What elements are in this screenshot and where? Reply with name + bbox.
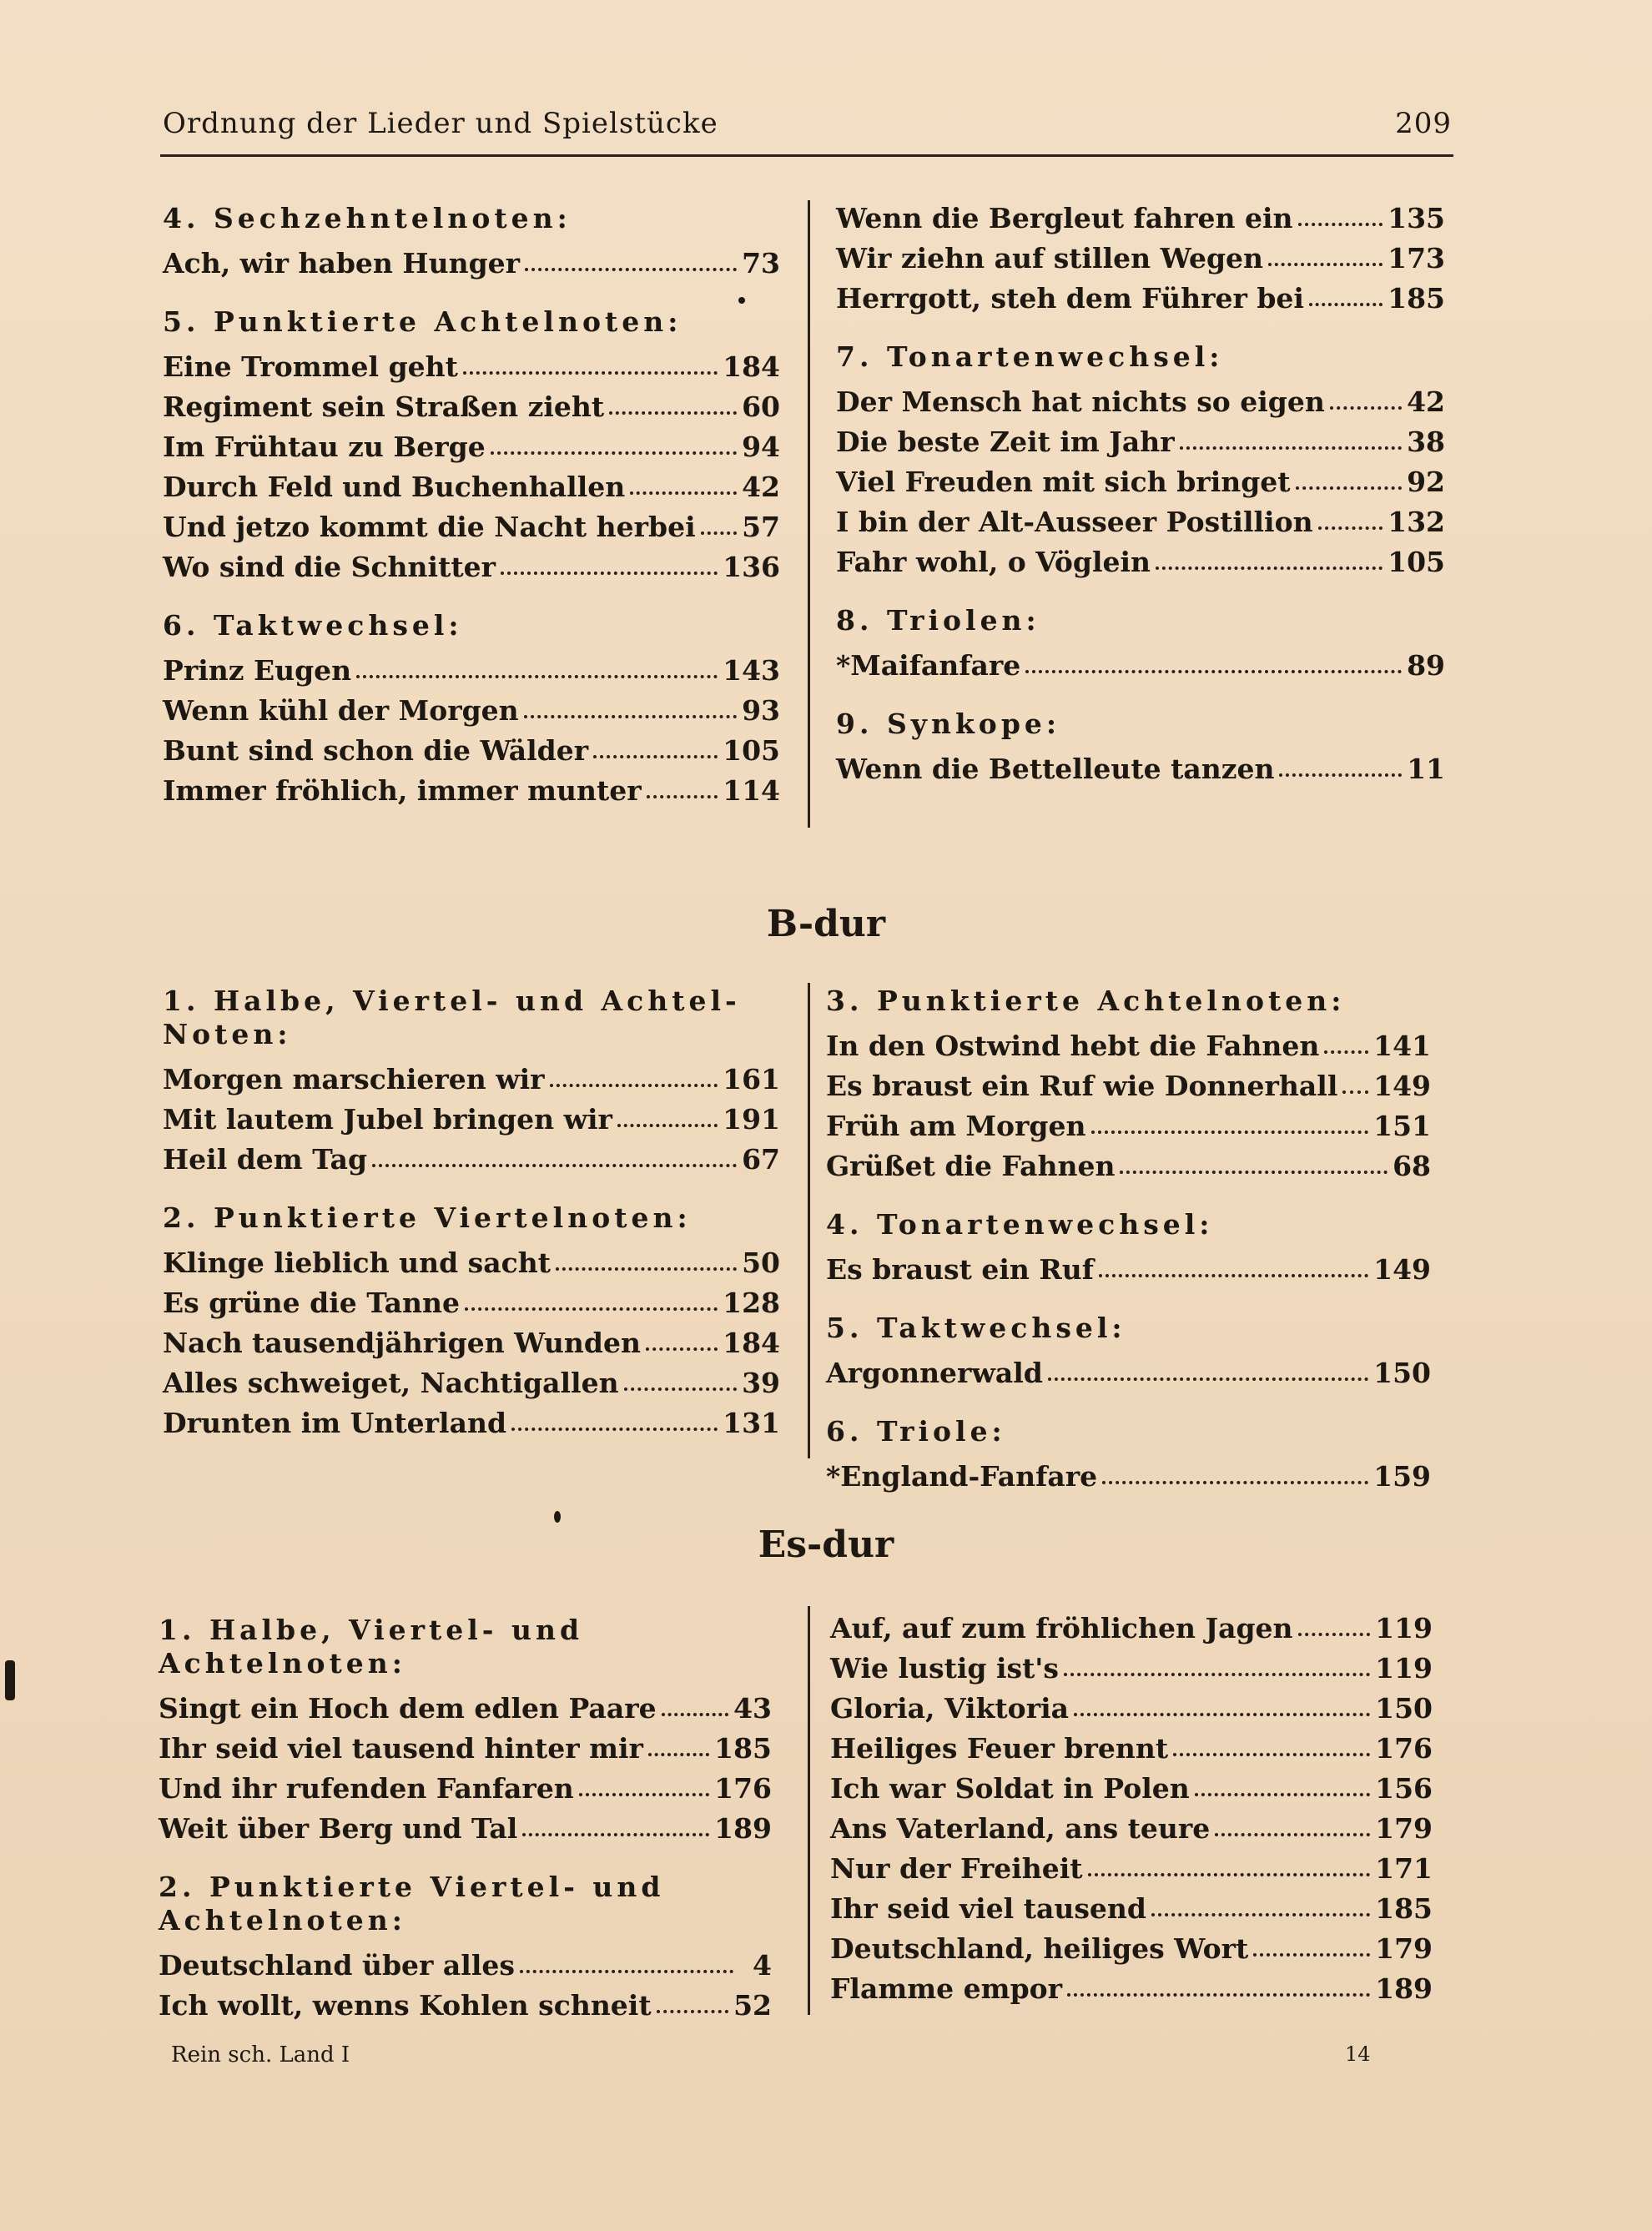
song-title: Nach tausendjährigen Wunden	[163, 1327, 641, 1359]
index-entry	[830, 1649, 1433, 1689]
index-entry	[836, 749, 1445, 789]
index-entry	[163, 1283, 780, 1323]
page-number: 209	[1395, 107, 1452, 140]
page-ref: 156	[1375, 1772, 1433, 1805]
index-group	[163, 609, 780, 811]
page-ref: 185	[1375, 1892, 1433, 1925]
page-ref: 67	[742, 1143, 780, 1176]
index-entry	[163, 244, 780, 284]
page-ref: 43	[733, 1692, 772, 1725]
index-group	[836, 340, 1445, 582]
index-group	[159, 1614, 772, 1849]
index-entry	[163, 1100, 780, 1140]
song-title: Ach, wir haben Hunger	[163, 247, 521, 280]
dot-leader	[1151, 1913, 1370, 1916]
index-entry	[163, 507, 780, 547]
dot-leader	[1298, 223, 1383, 226]
index-group	[826, 1312, 1431, 1393]
index-group	[163, 985, 780, 1180]
dot-leader	[1253, 1953, 1370, 1957]
running-header	[163, 107, 1452, 140]
index-group	[159, 1871, 772, 2026]
page-ref: 191	[723, 1103, 780, 1136]
song-title: Alles schweiget, Nachtigallen	[163, 1367, 619, 1399]
dot-leader	[372, 1164, 737, 1167]
page-ref: 38	[1407, 426, 1445, 458]
song-title: Eine Trommel geht	[163, 350, 458, 383]
song-title: Und ihr rufenden Fanfaren	[159, 1772, 574, 1805]
index-entry	[159, 1809, 772, 1849]
song-title: Im Frühtau zu Berge	[163, 431, 486, 463]
page-ref: 128	[723, 1287, 780, 1319]
song-title: Ich war Soldat in Polen	[830, 1772, 1190, 1805]
group-heading: 4. Tonartenwechsel:	[826, 1208, 1214, 1241]
dot-leader	[1324, 1050, 1368, 1054]
dot-leader	[522, 1833, 709, 1836]
group-heading: 3. Punktierte Achtelnoten:	[826, 985, 1346, 1017]
song-title: Ans Vaterland, ans teure	[830, 1812, 1211, 1845]
index-group	[826, 1415, 1431, 1497]
dot-leader	[662, 1713, 728, 1716]
index-entry	[830, 1889, 1433, 1929]
dot-leader	[1180, 446, 1402, 450]
song-title: Grüßet die Fahnen	[826, 1150, 1116, 1182]
dot-leader	[1102, 1481, 1368, 1484]
index-entry	[826, 1026, 1431, 1066]
index-entry	[836, 382, 1445, 422]
section-1-right-column	[836, 199, 1445, 811]
page-ref: 150	[1375, 1692, 1433, 1725]
index-group	[836, 708, 1445, 789]
dot-leader	[624, 1387, 738, 1391]
page-ref: 149	[1373, 1070, 1431, 1102]
page-ref: 173	[1388, 242, 1445, 274]
dot-leader	[1318, 526, 1383, 530]
group-heading: 6. Triole:	[826, 1415, 1006, 1448]
ink-speck	[554, 1511, 561, 1523]
song-title: Heil dem Tag	[163, 1143, 368, 1176]
song-title: Mit lautem Jubel bringen wir	[163, 1103, 612, 1136]
dot-leader	[491, 451, 737, 455]
index-entry	[830, 1729, 1433, 1769]
dot-leader	[701, 531, 737, 535]
index-entry	[826, 1066, 1431, 1106]
song-title: Drunten im Unterland	[163, 1407, 507, 1439]
dot-leader	[1088, 1873, 1371, 1876]
song-title: Es grüne die Tanne	[163, 1287, 461, 1319]
index-group	[163, 305, 780, 587]
page-ref: 184	[723, 1327, 780, 1359]
column-rule	[808, 200, 810, 828]
section-title-b-dur: B-dur	[766, 903, 886, 945]
song-title: Fahr wohl, o Vöglein	[836, 546, 1151, 578]
index-entry	[830, 1929, 1433, 1969]
b-dur-right-column	[826, 985, 1431, 1518]
index-entry	[163, 651, 780, 691]
dot-leader	[609, 411, 737, 415]
index-entry	[826, 1250, 1431, 1290]
dot-leader	[1156, 567, 1383, 570]
dot-leader	[617, 1124, 718, 1127]
page-ref: 50	[742, 1246, 780, 1279]
index-entry	[830, 1609, 1433, 1649]
page-ref: 189	[714, 1812, 772, 1845]
index-entry	[830, 1809, 1433, 1849]
song-title: Ihr seid viel tausend hinter mir	[159, 1732, 643, 1765]
dot-leader	[463, 371, 718, 375]
page-ref: 184	[723, 350, 780, 383]
page-ref: 42	[1407, 385, 1445, 418]
song-title: Wenn kühl der Morgen	[163, 694, 519, 727]
page-ref: 185	[714, 1732, 772, 1765]
index-entry	[830, 1969, 1433, 2009]
column-rule	[808, 983, 810, 1458]
index-group	[826, 985, 1431, 1186]
dot-leader	[1342, 1090, 1368, 1094]
song-title: Flamme empor	[830, 1972, 1063, 2005]
page-ref: 143	[723, 654, 780, 687]
page-ref: 4	[753, 1949, 772, 1982]
index-entry	[836, 502, 1445, 542]
song-title: Auf, auf zum fröhlichen Jagen	[830, 1612, 1293, 1644]
dot-leader	[1296, 486, 1403, 490]
song-title: *Maifanfare	[836, 649, 1021, 682]
index-entry	[159, 1986, 772, 2026]
running-title: Ordnung der Lieder und Spielstücke	[163, 107, 718, 140]
index-entry	[836, 279, 1445, 319]
dot-leader	[630, 491, 737, 495]
song-title: Viel Freuden mit sich bringet	[836, 466, 1291, 498]
song-title: Durch Feld und Buchenhallen	[163, 471, 626, 503]
group-heading: 8. Triolen:	[836, 604, 1040, 637]
song-title: Regiment sein Straßen zieht	[163, 390, 605, 423]
song-title: Klinge lieblich und sacht	[163, 1246, 551, 1279]
es-dur-right-column	[830, 1609, 1433, 2031]
page-ref: 57	[742, 511, 780, 543]
dot-leader	[1309, 303, 1383, 306]
index-entry	[163, 427, 780, 467]
page-ref: 94	[742, 431, 780, 463]
page-ref: 105	[723, 734, 780, 767]
page-ref: 136	[723, 551, 780, 583]
column-rule	[808, 1606, 810, 2015]
index-group	[830, 1609, 1433, 2009]
song-title: Singt ein Hoch dem edlen Paare	[159, 1692, 657, 1725]
song-title: Es braust ein Ruf	[826, 1253, 1094, 1286]
page-ref: 179	[1375, 1932, 1433, 1965]
dot-leader	[356, 675, 718, 678]
page-ref: 179	[1375, 1812, 1433, 1845]
group-heading: 1. Halbe, Viertel- und Achtelnoten:	[159, 1614, 584, 1680]
page-ref: 114	[723, 774, 780, 807]
index-entry	[830, 1769, 1433, 1809]
group-heading: 7. Tonartenwechsel:	[836, 340, 1224, 373]
dot-leader	[1268, 263, 1383, 266]
dot-leader	[520, 1970, 733, 1973]
index-group	[163, 202, 780, 284]
section-1-left-column	[163, 202, 780, 833]
index-entry	[163, 691, 780, 731]
page-ref: 149	[1373, 1253, 1431, 1286]
dot-leader	[647, 795, 718, 798]
song-title: Gloria, Viktoria	[830, 1692, 1069, 1725]
page-ref: 150	[1373, 1357, 1431, 1389]
index-entry	[163, 467, 780, 507]
index-entry	[163, 1140, 780, 1180]
index-entry	[163, 731, 780, 771]
index-group	[163, 1201, 780, 1443]
index-entry	[159, 1769, 772, 1809]
dot-leader	[1298, 1633, 1371, 1636]
index-entry	[830, 1849, 1433, 1889]
song-title: Herrgott, steh dem Führer bei	[836, 282, 1304, 315]
page-ref: 119	[1375, 1612, 1433, 1644]
song-title: Bunt sind schon die Wälder	[163, 734, 589, 767]
song-title: Weit über Berg und Tal	[159, 1812, 518, 1845]
index-entry	[163, 1363, 780, 1403]
index-entry	[826, 1353, 1431, 1393]
dot-leader	[1099, 1274, 1368, 1277]
dot-leader	[556, 1267, 737, 1271]
header-rule	[160, 154, 1453, 157]
page-ref: 42	[742, 471, 780, 503]
dot-leader	[1215, 1833, 1370, 1836]
song-title: Ihr seid viel tausend	[830, 1892, 1146, 1925]
index-entry	[836, 422, 1445, 462]
page-ref: 176	[1375, 1732, 1433, 1765]
song-title: *England-Fanfare	[826, 1460, 1098, 1493]
index-entry	[159, 1689, 772, 1729]
dot-leader	[646, 1347, 718, 1351]
dot-leader	[511, 1428, 718, 1431]
es-dur-left-column	[159, 1614, 772, 2047]
ink-speck	[738, 297, 745, 304]
dot-leader	[465, 1307, 718, 1311]
dot-leader	[1330, 406, 1402, 410]
page-ref: 52	[733, 1989, 772, 2022]
song-title: Immer fröhlich, immer munter	[163, 774, 642, 807]
index-group	[836, 199, 1445, 319]
page-ref: 171	[1375, 1852, 1433, 1885]
index-group	[826, 1208, 1431, 1290]
dot-leader	[550, 1084, 718, 1087]
index-entry	[830, 1689, 1433, 1729]
group-heading: 5. Punktierte Achtelnoten:	[163, 305, 682, 338]
page-ref: 39	[742, 1367, 780, 1399]
song-title: Argonnerwald	[826, 1357, 1043, 1389]
group-heading: 1. Halbe, Viertel- und Achtel-Noten:	[163, 985, 741, 1050]
song-title: Deutschland, heiliges Wort	[830, 1932, 1249, 1965]
dot-leader	[648, 1753, 709, 1756]
section-title-es-dur: Es-dur	[758, 1523, 894, 1566]
dot-leader	[1091, 1131, 1369, 1134]
index-entry	[836, 542, 1445, 582]
group-heading: 2. Punktierte Viertelnoten:	[163, 1201, 692, 1234]
dot-leader	[579, 1793, 709, 1796]
index-entry	[163, 1323, 780, 1363]
page-ref: 189	[1375, 1972, 1433, 2005]
footer-sheet-number: 14	[1345, 2042, 1371, 2066]
song-title: In den Ostwind hebt die Fahnen	[826, 1030, 1320, 1062]
index-entry	[163, 1403, 780, 1443]
song-title: Wo sind die Schnitter	[163, 551, 496, 583]
index-group	[836, 604, 1445, 686]
page-ref: 161	[723, 1063, 780, 1095]
page-ref: 11	[1407, 753, 1445, 785]
song-title: Deutschland über alles	[159, 1949, 515, 1982]
footer-signature: Rein sch. Land I	[171, 2042, 350, 2067]
page-ref: 176	[714, 1772, 772, 1805]
dot-leader	[525, 268, 737, 271]
song-title: Früh am Morgen	[826, 1110, 1086, 1142]
group-heading: 6. Taktwechsel:	[163, 609, 463, 642]
page-ref: 93	[742, 694, 780, 727]
song-title: Und jetzo kommt die Nacht herbei	[163, 511, 696, 543]
page-ref: 119	[1375, 1652, 1433, 1685]
dot-leader	[1120, 1171, 1388, 1174]
dot-leader	[1279, 773, 1402, 777]
song-title: Wie lustig ist's	[830, 1652, 1059, 1685]
page-ref: 105	[1388, 546, 1445, 578]
index-entry	[163, 1243, 780, 1283]
dot-leader	[1067, 1993, 1370, 1997]
index-entry	[163, 1060, 780, 1100]
index-entry	[163, 547, 780, 587]
song-title: Morgen marschieren wir	[163, 1063, 545, 1095]
index-entry	[826, 1106, 1431, 1146]
index-entry	[163, 347, 780, 387]
group-heading: 5. Taktwechsel:	[826, 1312, 1126, 1344]
index-entry	[826, 1457, 1431, 1497]
index-entry	[163, 771, 780, 811]
index-entry	[159, 1946, 772, 1986]
page-ref: 151	[1373, 1110, 1431, 1142]
page-ref: 159	[1373, 1460, 1431, 1493]
page-ref: 135	[1388, 202, 1445, 234]
song-title: Wir ziehn auf stillen Wegen	[836, 242, 1264, 274]
b-dur-left-column	[163, 985, 780, 1465]
group-heading: 2. Punktierte Viertel- und Achtelnoten:	[159, 1871, 665, 1936]
page-ref: 131	[723, 1407, 780, 1439]
song-title: Es braust ein Ruf wie Donnerhall	[826, 1070, 1338, 1102]
dot-leader	[501, 572, 718, 575]
song-title: Die beste Zeit im Jahr	[836, 426, 1175, 458]
song-title: Prinz Eugen	[163, 654, 352, 687]
dot-leader	[1064, 1673, 1370, 1676]
song-title: Der Mensch hat nichts so eigen	[836, 385, 1325, 418]
binding-mark	[5, 1660, 15, 1700]
page-ref: 60	[742, 390, 780, 423]
song-title: Wenn die Bergleut fahren ein	[836, 202, 1293, 234]
index-entry	[836, 646, 1445, 686]
page-ref: 68	[1393, 1150, 1431, 1182]
dot-leader	[524, 715, 737, 718]
dot-leader	[1074, 1713, 1370, 1716]
page-ref: 89	[1407, 649, 1445, 682]
dot-leader	[1048, 1377, 1368, 1381]
index-entry	[159, 1729, 772, 1769]
group-heading: 9. Synkope:	[836, 708, 1061, 740]
index-entry	[163, 387, 780, 427]
song-title: Ich wollt, wenns Kohlen schneit	[159, 1989, 652, 2022]
song-title: Heiliges Feuer brennt	[830, 1732, 1169, 1765]
index-entry	[836, 462, 1445, 502]
page-ref: 185	[1388, 282, 1445, 315]
dot-leader	[1025, 670, 1402, 673]
song-title: Wenn die Bettelleute tanzen	[836, 753, 1275, 785]
page-ref: 73	[742, 247, 780, 280]
page-ref: 132	[1388, 506, 1445, 538]
song-title: Nur der Freiheit	[830, 1852, 1083, 1885]
dot-leader	[1173, 1753, 1370, 1756]
page-ref: 141	[1373, 1030, 1431, 1062]
index-entry	[826, 1146, 1431, 1186]
page-ref: 92	[1407, 466, 1445, 498]
song-title: I bin der Alt-Ausseer Postillion	[836, 506, 1313, 538]
index-entry	[836, 239, 1445, 279]
dot-leader	[657, 2010, 728, 2013]
index-entry	[836, 199, 1445, 239]
dot-leader	[1195, 1793, 1370, 1796]
dot-leader	[593, 755, 718, 758]
group-heading: 4. Sechzehntelnoten:	[163, 202, 572, 234]
